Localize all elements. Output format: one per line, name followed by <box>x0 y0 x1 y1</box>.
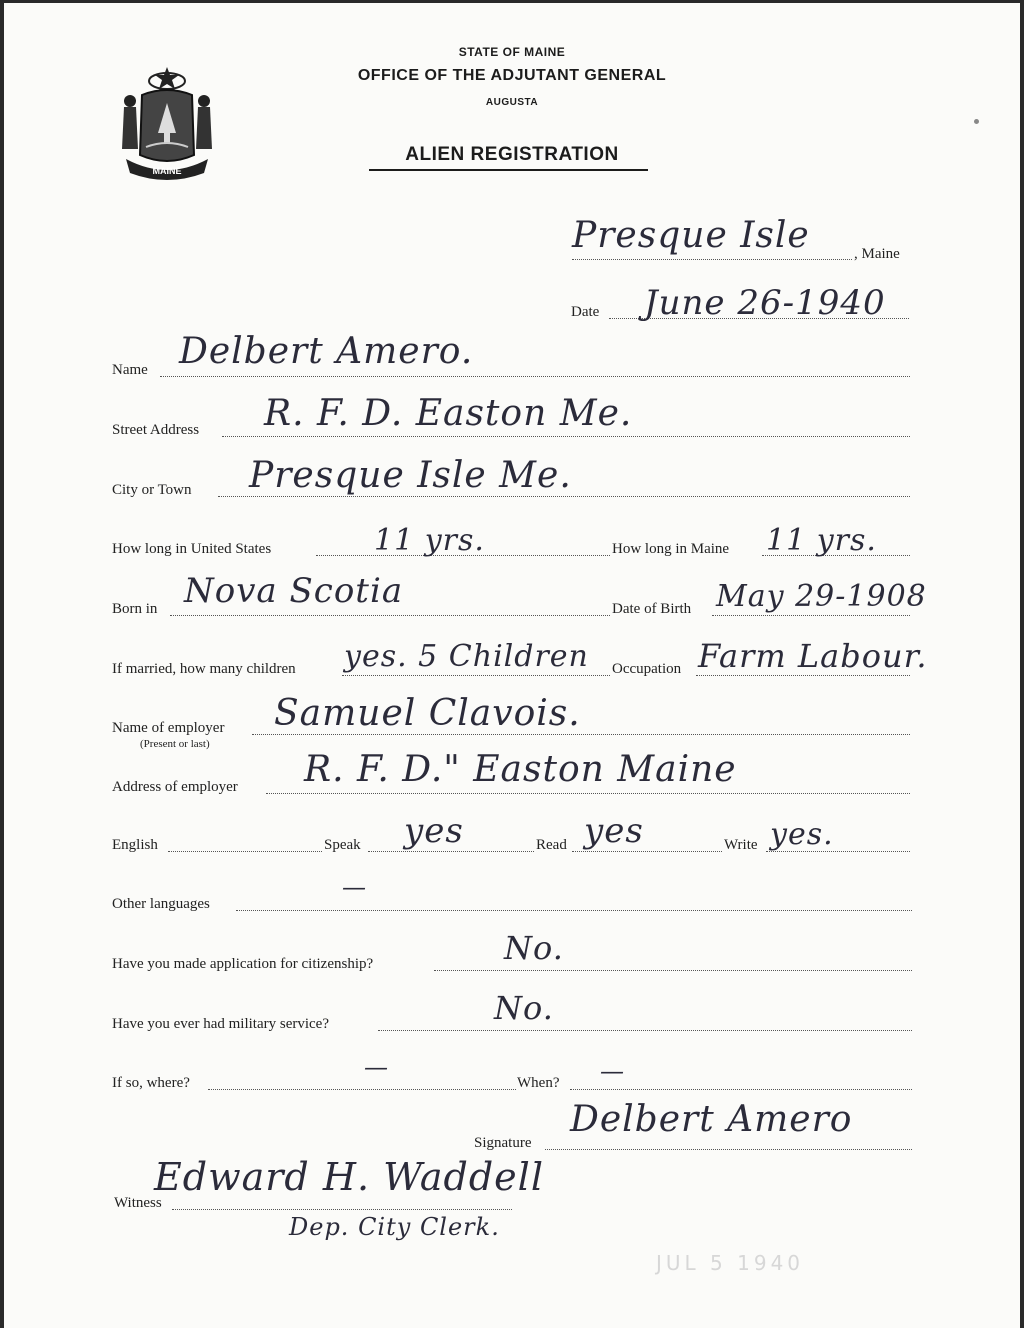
when-line <box>570 1089 912 1090</box>
citizenship-value: No. <box>504 929 564 967</box>
me-length-value: 11 yrs. <box>766 523 877 558</box>
write-label: Write <box>724 837 758 853</box>
read-line <box>572 851 722 852</box>
city-line <box>218 496 910 497</box>
where-label: If so, where? <box>112 1075 190 1091</box>
header-city: AUGUSTA <box>485 97 539 108</box>
when-label: When? <box>517 1075 560 1091</box>
where-line <box>208 1089 516 1090</box>
employer-address-value: R. F. D." Easton Maine <box>304 749 737 790</box>
me-length-label: How long in Maine <box>612 541 730 557</box>
dob-label: Date of Birth <box>612 601 692 617</box>
dob-value: May 29-1908 <box>716 579 927 614</box>
city-label: City or Town <box>112 482 192 498</box>
other-languages-label: Other languages <box>112 896 210 912</box>
children-value: yes. 5 Children <box>344 639 589 674</box>
name-label: Name <box>112 362 148 378</box>
employer-label: Name of employer <box>112 720 225 736</box>
street-line <box>222 436 910 437</box>
employer-address-line <box>266 793 910 794</box>
read-value: yes <box>584 811 644 851</box>
dob-line <box>712 615 910 616</box>
city-value: Presque Isle Me. <box>249 455 572 496</box>
employer-value: Samuel Clavois. <box>274 693 581 734</box>
witness-value: Edward H. Waddell <box>154 1155 544 1199</box>
military-line <box>378 1030 912 1031</box>
occupation-value: Farm Labour. <box>698 637 928 675</box>
name-line <box>160 376 910 377</box>
born-label: Born in <box>112 601 158 617</box>
us-length-label: How long in United States <box>112 541 272 557</box>
street-label: Street Address <box>112 422 200 438</box>
street-value: R. F. D. Easton Me. <box>264 393 633 434</box>
witness-line <box>172 1209 512 1210</box>
place-label: , Maine <box>854 246 900 262</box>
date-label: Date <box>571 304 600 320</box>
english-line <box>168 851 322 852</box>
employer-sublabel: (Present or last) <box>140 738 210 750</box>
place-line <box>572 259 852 260</box>
occupation-label: Occupation <box>612 661 682 677</box>
place-value: Presque Isle <box>572 215 810 256</box>
paper-mark <box>974 119 979 124</box>
received-stamp: JUL 5 1940 <box>656 1251 805 1275</box>
signature-line <box>545 1149 912 1150</box>
title-underline <box>369 169 648 171</box>
witness-title: Dep. City Clerk. <box>289 1213 500 1241</box>
employer-address-label: Address of employer <box>112 779 238 795</box>
children-line <box>342 675 610 676</box>
children-label: If married, how many children <box>112 661 296 677</box>
military-value: No. <box>494 989 554 1027</box>
signature-value: Delbert Amero <box>570 1099 853 1140</box>
form-title: ALIEN REGISTRATION <box>405 144 619 165</box>
when-value: — <box>600 1057 625 1085</box>
citizenship-line <box>434 970 912 971</box>
seal-motto: MAINE <box>152 166 182 176</box>
occupation-line <box>696 675 910 676</box>
born-line <box>170 615 610 616</box>
other-languages-value: — <box>342 873 367 901</box>
speak-line <box>368 851 534 852</box>
speak-value: yes <box>404 811 464 851</box>
other-languages-line <box>236 910 912 911</box>
speak-label: Speak <box>324 837 361 853</box>
header-office: OFFICE OF THE ADJUTANT GENERAL <box>357 67 667 84</box>
us-length-value: 11 yrs. <box>374 523 485 558</box>
write-value: yes. <box>770 817 834 852</box>
military-label: Have you ever had military service? <box>112 1016 329 1032</box>
citizenship-label: Have you made application for citizenship? <box>112 956 374 972</box>
date-value: June 26-1940 <box>644 283 886 323</box>
name-value: Delbert Amero. <box>179 331 474 372</box>
employer-line <box>252 734 910 735</box>
born-value: Nova Scotia <box>184 571 404 611</box>
witness-label: Witness <box>114 1195 162 1211</box>
english-label: English <box>112 837 158 853</box>
header-state: STATE OF MAINE <box>458 45 566 59</box>
read-label: Read <box>536 837 567 853</box>
where-value: — <box>364 1053 389 1081</box>
signature-label: Signature <box>474 1135 532 1151</box>
